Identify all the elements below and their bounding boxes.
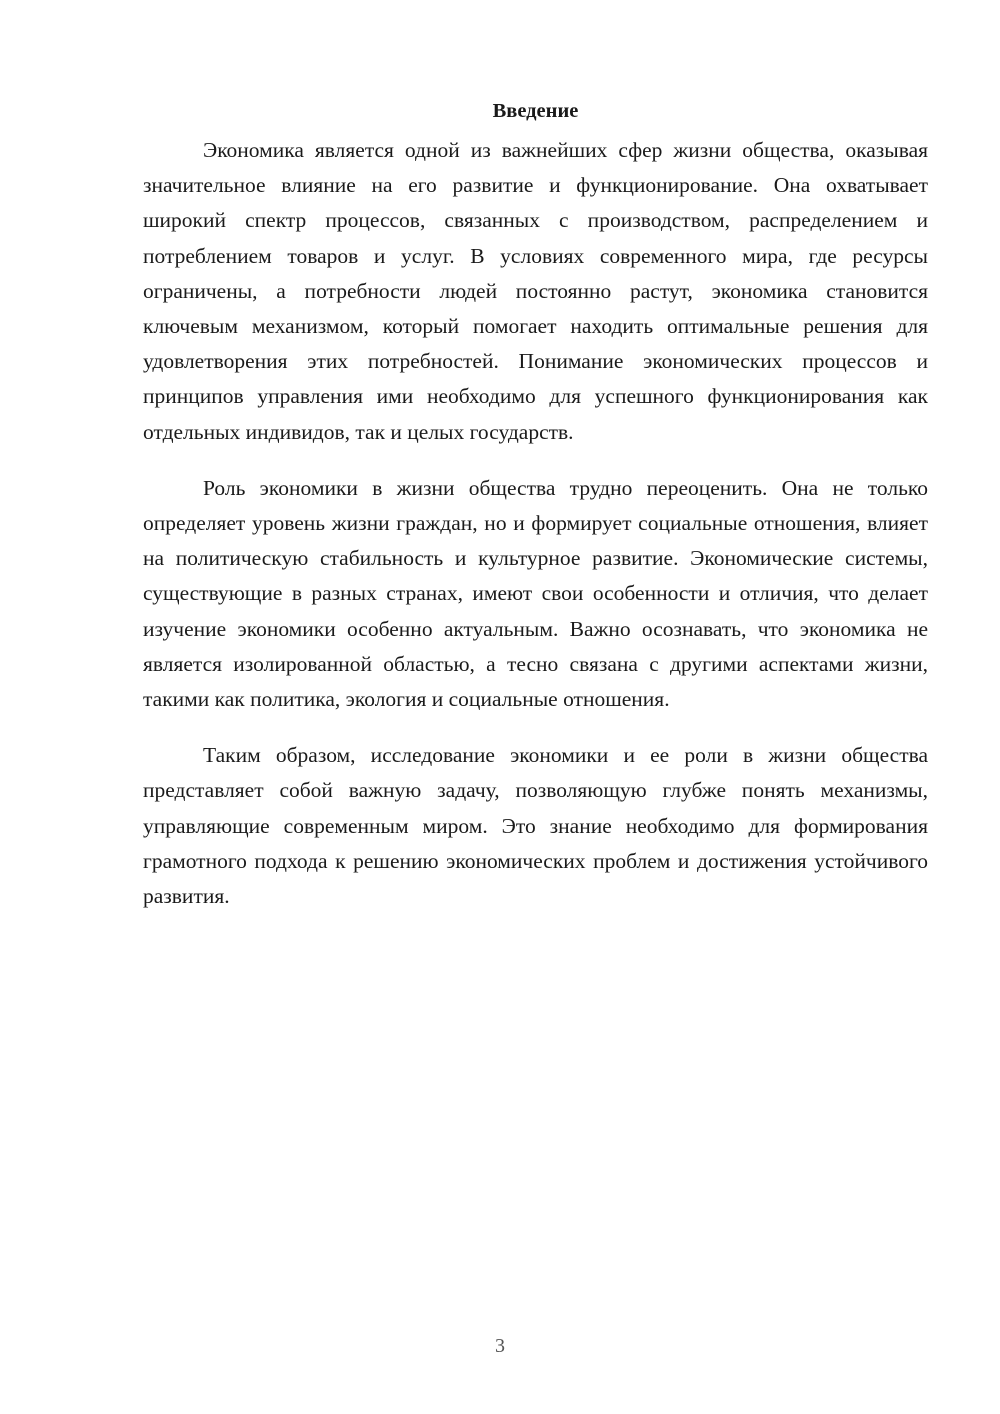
page-content	[143, 97, 928, 914]
page-number: 3	[495, 1335, 505, 1357]
section-heading: Введение	[492, 100, 579, 122]
paragraph-3: Таким образом, исследование экономики и ее роли в жизни общества представляет собой важную задачу, позволяющую глубже понять механизмы, управляющие современным миром. Это знание необходимо для формирования грамотного подхода к решению экономических проблем и достижения устойчивого развития.	[143, 743, 928, 909]
paragraph-1: Экономика является одной из важнейших сфер жизни общества, оказывая значительное влияние на его развитие и функционирование. Она охватывает широкий спектр процессов, связанных с производством, распределением и потреблением товаров и услуг. В условиях современного мира, где ресурсы ограничены, а потребности людей постоянно растут, экономика становится ключевым механизмом, который помогает находить оптимальные решения для удовлетворения этих потребностей. Понимание экономических процессов и принципов управления ими необходимо для успешного функционирования как отдельных индивидов, так и целых государств.	[143, 138, 928, 444]
paragraph-2: Роль экономики в жизни общества трудно переоценить. Она не только определяет уровень жизни граждан, но и формирует социальные отношения, влияет на политическую стабильность и культурное развитие. Экономические системы, существующие в разных странах, имеют свои особенности и отличия, что делает изучение экономики особенно актуальным. Важно осознавать, что экономика не является изолированной областью, а тесно связана с другими аспектами жизни, такими как политика, экология и социальные отношения.	[143, 475, 928, 712]
